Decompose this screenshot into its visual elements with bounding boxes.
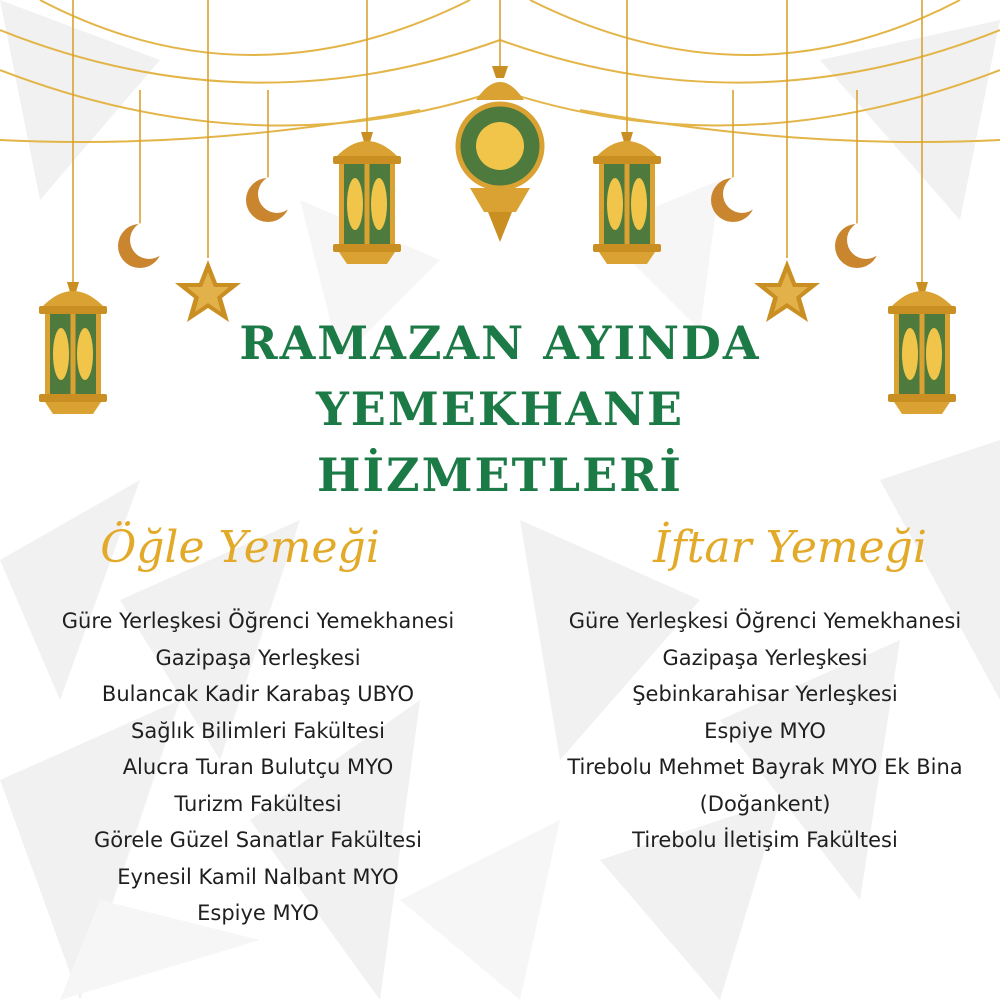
title-line: HİZMETLERİ	[317, 448, 683, 502]
list-item: Eynesil Kamil Nalbant MYO	[117, 864, 399, 889]
title-line: RAMAZAN AYINDA	[239, 316, 761, 370]
lantern-icon	[593, 132, 661, 264]
crescent-moon-icon	[246, 175, 296, 222]
list-item: Espiye MYO	[197, 901, 319, 925]
list-item: Tirebolu İletişim Fakültesi	[632, 828, 898, 852]
lantern-icon	[458, 66, 542, 242]
list-item: Sağlık Bilimleri Fakültesi	[131, 718, 385, 743]
title-line: YEMEKHANE	[315, 382, 685, 436]
list-item: Tirebolu Mehmet Bayrak MYO Ek Bina	[567, 755, 963, 779]
list-item: Gazipaşa Yerleşkesi	[155, 645, 361, 670]
crescent-moon-icon	[711, 175, 761, 222]
page-title	[0, 310, 1000, 508]
list-item: Şebinkarahisar Yerleşkesi	[632, 682, 898, 706]
lunch-location-list	[18, 603, 498, 932]
crescent-moon-icon	[118, 221, 168, 268]
list-item: Alucra Turan Bulutçu MYO	[122, 755, 394, 779]
list-item: Turizm Fakültesi	[174, 791, 342, 816]
lunch-heading: Öğle Yemeği	[100, 522, 380, 573]
iftar-location-list	[530, 603, 1000, 859]
list-item: Espiye MYO	[704, 718, 826, 743]
list-item: Güre Yerleşkesi Öğrenci Yemekhanesi	[61, 609, 455, 633]
iftar-heading: İftar Yemeği	[653, 522, 927, 573]
crescent-moon-icon	[835, 221, 885, 268]
list-item: Görele Güzel Sanatlar Fakültesi	[94, 828, 422, 852]
list-item: Bulancak Kadir Karabaş UBYO	[101, 682, 415, 706]
list-item: Güre Yerleşkesi Öğrenci Yemekhanesi	[568, 609, 962, 633]
list-item: Gazipaşa Yerleşkesi	[662, 645, 868, 670]
lantern-icon	[333, 132, 401, 264]
list-item: (Doğankent)	[699, 791, 831, 816]
